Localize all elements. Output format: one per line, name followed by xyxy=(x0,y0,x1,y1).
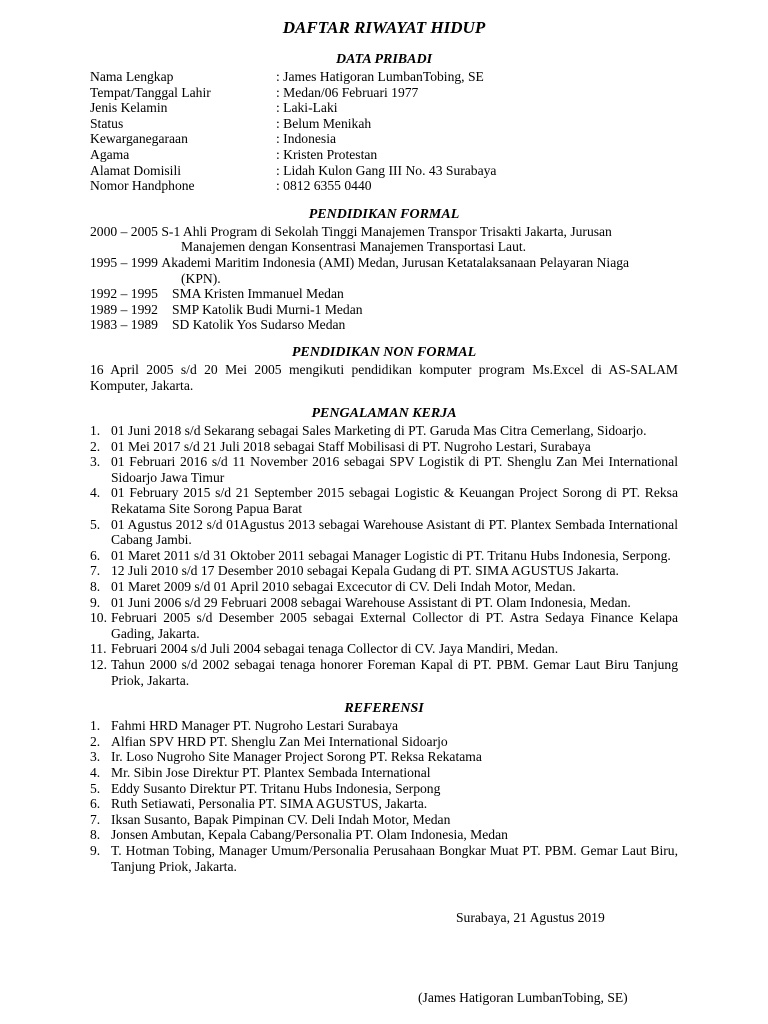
personal-value: : Belum Menikah xyxy=(276,115,372,131)
work-item xyxy=(90,595,678,611)
work-text: 01 Maret 2009 s/d 01 April 2010 sebagai Excecutor di CV. Deli Indah Motor, Medan. xyxy=(111,579,576,595)
reference-text: Ir. Loso Nugroho Site Manager Project Sorong PT. Reksa Rekatama xyxy=(111,749,482,765)
education-text: SD Katolik Yos Sudarso Medan xyxy=(172,317,346,333)
personal-value: : Kristen Protestan xyxy=(276,146,378,162)
nonformal-education-text: 16 April 2005 s/d 20 Mei 2005 mengikuti pendidikan komputer program Ms.Excel di AS-SALAM Komputer, Jakarta. xyxy=(90,361,678,393)
personal-row xyxy=(90,69,678,85)
item-number: 1. xyxy=(90,423,101,439)
work-item xyxy=(90,454,678,485)
work-text: 01 February 2015 s/d 21 September 2015 sebagai Logistic & Keuangan Project Sorong di PT. Reksa Rekatama Site Sorong Papua Barat xyxy=(111,485,678,517)
personal-row xyxy=(90,178,678,194)
work-item xyxy=(90,641,678,657)
education-years: 1992 – 1995 xyxy=(90,286,158,302)
work-item xyxy=(90,563,678,579)
work-text: 01 Februari 2016 s/d 11 November 2016 sebagai SPV Logistik di PT. Shenglu Zan Mei International Sidoarjo Jawa Timur xyxy=(111,454,678,485)
education-text: Akademi Maritim Indonesia (AMI) Medan, Jurusan Ketatalaksanaan Pelayaran Niaga xyxy=(161,254,630,270)
reference-text: Alfian SPV HRD PT. Shenglu Zan Mei International Sidoarjo xyxy=(111,733,448,749)
personal-row xyxy=(90,100,678,116)
personal-label: Alamat Domisili xyxy=(90,162,181,178)
education-text: SMA Kristen Immanuel Medan xyxy=(172,286,344,302)
education-years: 1989 – 1992 xyxy=(90,301,158,317)
work-item xyxy=(90,423,678,439)
education-text: S-1 Ahli Program di Sekolah Tinggi Manajemen Transpor Trisakti Jakarta, Jurusan xyxy=(161,223,612,239)
reference-item xyxy=(90,781,678,797)
reference-text: Fahmi HRD Manager PT. Nugroho Lestari Surabaya xyxy=(111,718,399,734)
work-text: 01 Mei 2017 s/d 21 Juli 2018 sebagai Staff Mobilisasi di PT. Nugroho Lestari, Surabaya xyxy=(111,438,591,454)
reference-item xyxy=(90,734,678,750)
personal-value: : James Hatigoran LumbanTobing, SE xyxy=(276,69,484,84)
item-number: 7. xyxy=(90,811,101,827)
education-text-continued: (KPN). xyxy=(181,270,221,286)
item-number: 9. xyxy=(90,594,101,610)
item-number: 6. xyxy=(90,796,101,812)
education-item xyxy=(90,224,678,255)
item-number: 4. xyxy=(90,485,101,501)
work-text: 12 Juli 2010 s/d 17 Desember 2010 sebagai Kepala Gudang di PT. SIMA AGUSTUS Jakarta. xyxy=(111,563,619,579)
reference-text: Mr. Sibin Jose Direktur PT. Plantex Sembada International xyxy=(111,764,431,780)
reference-text: Ruth Setiawati, Personalia PT. SIMA AGUSTUS, Jakarta. xyxy=(111,796,428,812)
work-item xyxy=(90,485,678,516)
formal-education-heading: PENDIDIKAN FORMAL xyxy=(308,206,460,222)
education-text: SMP Katolik Budi Murni-1 Medan xyxy=(172,301,363,317)
document-title: DAFTAR RIWAYAT HIDUP xyxy=(282,18,486,37)
formal-education-list xyxy=(90,224,678,333)
reference-text: Iksan Susanto, Bapak Pimpinan CV. Deli Indah Motor, Medan xyxy=(111,811,451,827)
work-item xyxy=(90,548,678,564)
work-item xyxy=(90,439,678,455)
reference-item xyxy=(90,812,678,828)
reference-item xyxy=(90,796,678,812)
work-experience-list xyxy=(90,423,678,688)
references-list xyxy=(90,718,678,874)
item-number: 1. xyxy=(90,718,101,734)
personal-label: Nomor Handphone xyxy=(90,178,195,194)
personal-data xyxy=(90,69,678,194)
personal-value: : Laki-Laki xyxy=(276,100,338,116)
personal-label: Jenis Kelamin xyxy=(90,100,168,116)
personal-heading: DATA PRIBADI xyxy=(335,52,433,67)
personal-label: Tempat/Tanggal Lahir xyxy=(90,84,211,100)
item-number: 5. xyxy=(90,780,101,796)
education-item xyxy=(90,302,678,318)
work-text: 01 Juni 2006 s/d 29 Februari 2008 sebagai Warehouse Assistant di PT. Olam Indonesia, Medan. xyxy=(111,594,631,610)
personal-row xyxy=(90,116,678,132)
education-item xyxy=(90,255,678,286)
work-text: Februari 2005 s/d Desember 2005 sebagai External Collector di PT. Astra Sedaya Finance Kelapa Gading, Jakarta. xyxy=(111,610,678,641)
personal-value: : Indonesia xyxy=(276,131,337,147)
education-years: 1995 – 1999 xyxy=(90,254,162,270)
work-item xyxy=(90,610,678,641)
education-item xyxy=(90,317,678,333)
reference-item xyxy=(90,827,678,843)
item-number: 7. xyxy=(90,563,101,579)
reference-text: Eddy Susanto Direktur PT. Tritanu Hubs Indonesia, Serpong xyxy=(111,780,441,796)
reference-item xyxy=(90,749,678,765)
work-item xyxy=(90,579,678,595)
item-number: 6. xyxy=(90,547,101,563)
personal-label: Kewarganegaraan xyxy=(90,131,188,147)
item-number: 11. xyxy=(90,641,107,657)
work-experience-heading: PENGALAMAN KERJA xyxy=(311,406,457,422)
personal-value: : 0812 6355 0440 xyxy=(276,178,372,194)
work-item xyxy=(90,517,678,548)
personal-row xyxy=(90,147,678,163)
education-years: 2000 – 2005 xyxy=(90,223,162,239)
work-item xyxy=(90,657,678,688)
reference-text: T. Hotman Tobing, Manager Umum/Personalia Perusahaan Bongkar Muat PT. PBM. Gemar Laut Biru, Tanjung Priok, Jakarta. xyxy=(111,842,678,874)
item-number: 10. xyxy=(90,610,107,626)
education-item xyxy=(90,286,678,302)
personal-row xyxy=(90,85,678,101)
education-years: 1983 – 1989 xyxy=(90,317,158,333)
personal-label: Agama xyxy=(90,146,130,162)
item-number: 2. xyxy=(90,438,101,454)
item-number: 3. xyxy=(90,454,101,470)
personal-row xyxy=(90,131,678,147)
item-number: 12. xyxy=(90,657,107,672)
work-text: 01 Juni 2018 s/d Sekarang sebagai Sales Marketing di PT. Garuda Mas Citra Cemerlang, Sidoarjo. xyxy=(111,423,647,439)
work-text: Februari 2004 s/d Juli 2004 sebagai tenaga Collector di CV. Jaya Mandiri, Medan. xyxy=(111,641,559,657)
item-number: 4. xyxy=(90,764,101,780)
item-number: 8. xyxy=(90,579,101,595)
personal-label: Status xyxy=(90,115,124,131)
education-text-continued: Manajemen dengan Konsentrasi Manajemen Transportasi Laut. xyxy=(181,239,527,255)
personal-label: Nama Lengkap xyxy=(90,69,174,84)
reference-item xyxy=(90,843,678,874)
signature-place-date: Surabaya, 21 Agustus 2019 xyxy=(456,910,605,925)
references-heading: REFERENSI xyxy=(344,701,424,717)
work-text: Tahun 2000 s/d 2002 sebagai tenaga honorer Foreman Kapal di PT. PBM. Gemar Laut Biru Tanjung Priok, Jakarta. xyxy=(111,657,678,688)
item-number: 9. xyxy=(90,842,101,858)
work-text: 01 Maret 2011 s/d 31 Oktober 2011 sebagai Manager Logistic di PT. Tritanu Hubs Indonesia, Serpong. xyxy=(111,547,671,563)
reference-item xyxy=(90,765,678,781)
nonformal-education-heading: PENDIDIKAN NON FORMAL xyxy=(291,344,477,360)
item-number: 8. xyxy=(90,827,101,843)
item-number: 5. xyxy=(90,516,101,532)
personal-value: : Medan/06 Februari 1977 xyxy=(276,84,419,100)
signature-name: (James Hatigoran LumbanTobing, SE) xyxy=(418,990,628,1005)
personal-row xyxy=(90,163,678,179)
reference-text: Jonsen Ambutan, Kepala Cabang/Personalia PT. Olam Indonesia, Medan xyxy=(111,827,508,843)
item-number: 3. xyxy=(90,749,101,765)
personal-value: : Lidah Kulon Gang III No. 43 Surabaya xyxy=(276,162,497,178)
item-number: 2. xyxy=(90,733,101,749)
reference-item xyxy=(90,718,678,734)
work-text: 01 Agustus 2012 s/d 01Agustus 2013 sebagai Warehouse Asistant di PT. Plantex Sembada International Cabang Jambi. xyxy=(111,516,678,548)
